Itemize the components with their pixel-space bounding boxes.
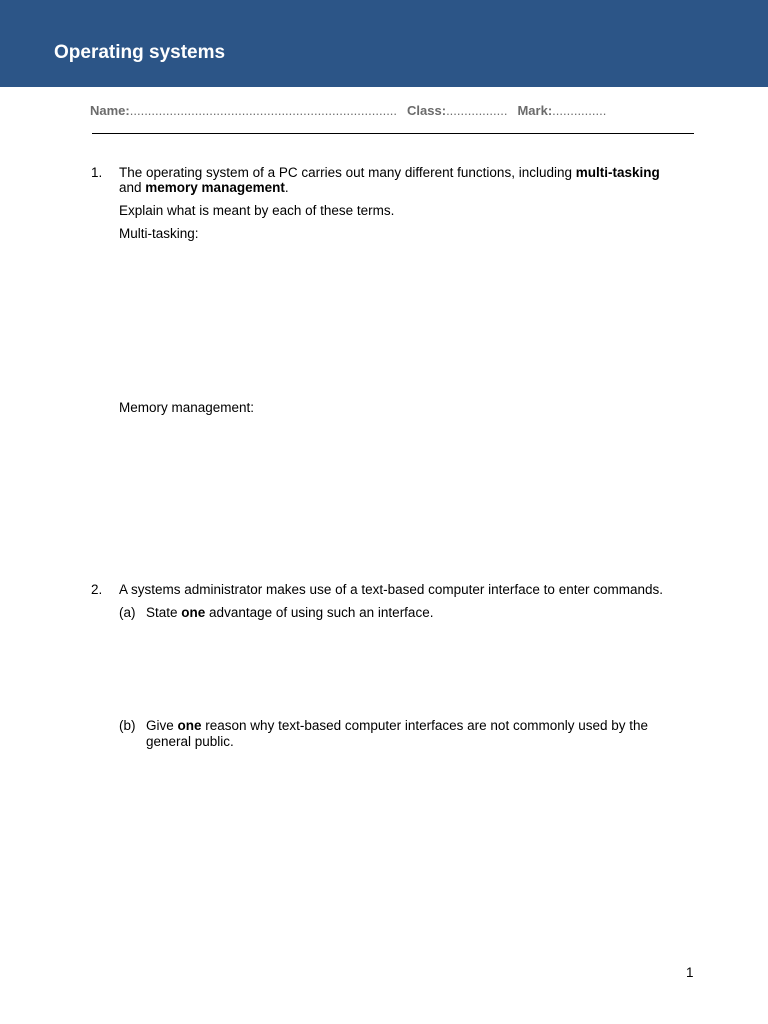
mark-label: Mark: bbox=[517, 103, 553, 118]
question-2b-label: (b) bbox=[119, 718, 136, 733]
question-1-text-and: and bbox=[119, 180, 146, 195]
multi-tasking-prompt: Multi-tasking: bbox=[119, 226, 199, 241]
question-1-text: The operating system of a PC carries out many different functions, including bbox=[119, 165, 576, 180]
question-2b-text-end: reason why text-based computer interfaces are not commonly used by the bbox=[201, 718, 649, 733]
question-2-intro: A systems administrator makes use of a text-based computer interface to enter commands. bbox=[119, 582, 663, 597]
name-label: Name: bbox=[90, 103, 130, 118]
question-2b-text bbox=[146, 718, 648, 734]
question-2b-emphasis: one bbox=[177, 718, 202, 733]
question-2a-text bbox=[146, 605, 433, 621]
worksheet-title: Operating systems bbox=[54, 42, 226, 63]
question-1-number: 1. bbox=[91, 165, 103, 180]
mark-entry-dots: ............... bbox=[552, 103, 607, 118]
question-2b-text-line-2: general public. bbox=[146, 734, 234, 749]
page-number: 1 bbox=[686, 965, 694, 980]
class-entry-dots: ................. bbox=[446, 103, 508, 118]
question-1-line-2 bbox=[119, 180, 289, 196]
question-2a-text-start: State bbox=[146, 605, 182, 620]
term-multi-tasking: multi-tasking bbox=[575, 165, 660, 180]
name-entry-dots: .......................................................................... bbox=[129, 103, 398, 118]
question-2b-text-start: Give bbox=[146, 718, 178, 733]
class-label: Class: bbox=[407, 103, 447, 118]
question-2-number: 2. bbox=[91, 582, 103, 597]
student-info-row bbox=[90, 103, 606, 118]
memory-management-prompt: Memory management: bbox=[119, 400, 255, 415]
header-divider bbox=[92, 133, 694, 134]
question-1-period: . bbox=[284, 180, 289, 195]
question-1-line-1 bbox=[119, 165, 660, 181]
term-memory-management: memory management bbox=[145, 180, 285, 195]
question-1-instruction: Explain what is meant by each of these terms. bbox=[119, 203, 395, 218]
question-2a-label: (a) bbox=[119, 605, 136, 620]
question-2a-text-end: advantage of using such an interface. bbox=[205, 605, 434, 620]
question-2a-emphasis: one bbox=[181, 605, 206, 620]
